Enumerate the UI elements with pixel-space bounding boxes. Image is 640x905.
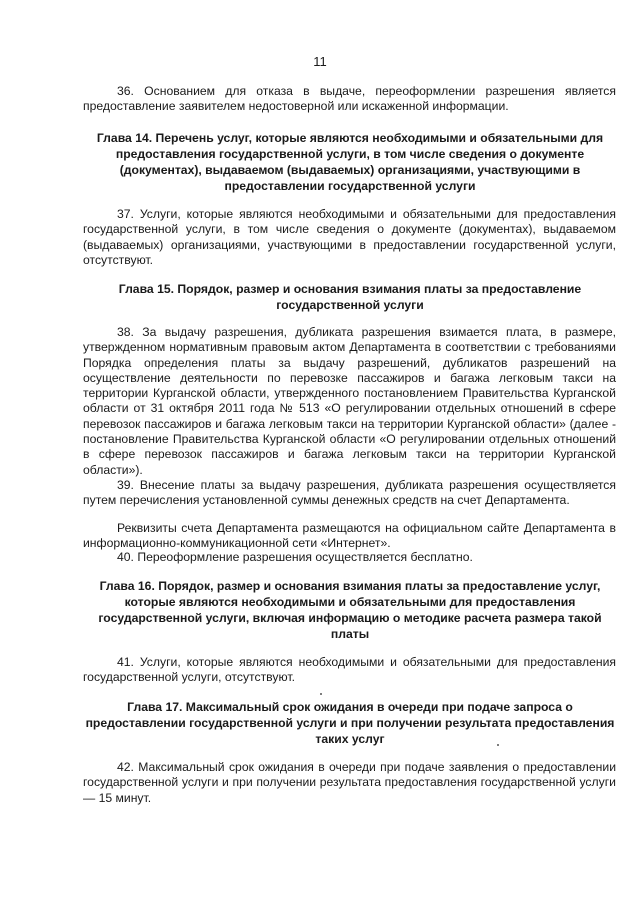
paragraph-36: 36. Основанием для отказа в выдаче, переоформлении разрешения является предоставление заявителем недостоверной или искаженной информации.	[83, 84, 616, 114]
paragraph-37: 37. Услуги, которые являются необходимыми и обязательными для предоставления государственной услуги, в том числе сведения о документе (документах), выдаваемом (выдаваемых) организациями, участвующими в предоставлении государственной услуги, отсутствуют.	[83, 207, 616, 267]
scan-speck	[497, 744, 499, 746]
paragraph-39: 39. Внесение платы за выдачу разрешения, дубликата разрешения осуществляется путем перечисления установленной суммы денежных средств на счет Департамента.	[83, 478, 616, 508]
paragraph-42: 42. Максимальный срок ожидания в очереди при подаче заявления о предоставлении государственной услуги и при получении результата предоставления государственной услуги — 15 минут.	[83, 760, 616, 805]
paragraph-40: 40. Переоформление разрешения осуществляется бесплатно.	[117, 550, 473, 564]
chapter-17-heading: Глава 17. Максимальный срок ожидания в очереди при подаче запроса о предоставлении государственной услуги и при получении результата предоставления таких услуг	[85, 700, 615, 746]
scan-speck	[320, 693, 322, 695]
chapter-16-heading: Глава 16. Порядок, размер и основания взимания платы за предоставление услуг, которые являются необходимыми и обязательными для предоставления государственной услуги, включая информацию о методике расчета размера такой платы	[98, 579, 602, 641]
paragraph-41: 41. Услуги, которые являются необходимыми и обязательными для предоставления государственной услуги, отсутствуют.	[83, 655, 616, 685]
page-number: 11	[313, 54, 327, 69]
chapter-14-heading: Глава 14. Перечень услуг, которые являются необходимыми и обязательными для предоставления государственной услуги, в том числе сведения о документе (документах), выдаваемом (выдаваемых) организациями, участвующими в предоставлении государственной услуги	[96, 131, 604, 193]
paragraph-38: 38. За выдачу разрешения, дубликата разрешения взимается плата, в размере, утвержденном нормативным правовым актом Департамента в соответствии с требованиями Порядка определения платы за выдачу разрешений, дубликатов разрешений на осуществление деятельности по перевозке пассажиров и багажа легковым такси на территории Курганской области, утвержденного постановлением Правительства Курганской области от 31 октября 2011 года № 513 «О регулировании отдельных отношений в сфере перевозок пассажиров и багажа легковым такси на территории Курганской области» (далее - постановление Правительства Курганской области «О регулировании отдельных отношений в сфере перевозок пассажиров и багажа легковым такси на территории Курганской области»).	[83, 325, 616, 477]
paragraph-39-requisites: Реквизиты счета Департамента размещаются на официальном сайте Департамента в информационно-коммуникационной сети «Интернет».	[83, 521, 616, 551]
chapter-15-heading: Глава 15. Порядок, размер и основания взимания платы за предоставление государственной услуги	[118, 282, 582, 312]
